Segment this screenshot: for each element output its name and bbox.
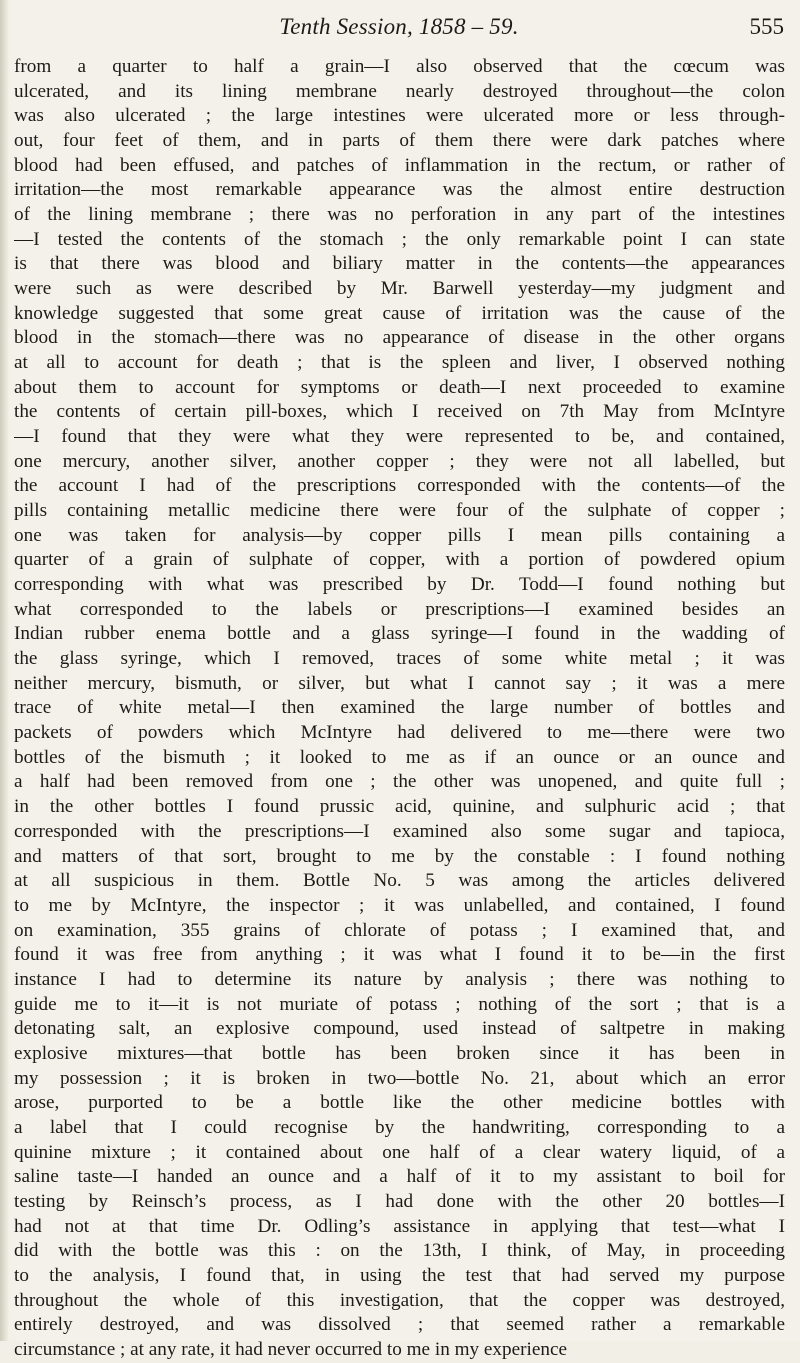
- text-line: instance I had to determine its nature by analysis ; there was nothing to: [14, 968, 785, 990]
- text-line: blood in the stomach—there was no appearance of disease in the other organs: [14, 327, 785, 349]
- text-line: guide me to it—it is not muriate of potass ; nothing of the sort ; that is a: [14, 993, 785, 1015]
- page-gutter-shadow: [0, 0, 9, 1341]
- text-line: one was taken for analysis—by copper pills I mean pills containing a: [14, 524, 785, 546]
- text-line: from a quarter to half a grain—I also observed that the cœcum was: [14, 56, 785, 77]
- text-line: corresponding with what was prescribed by Dr. Todd—I found nothing but: [14, 574, 785, 596]
- text-line: of the lining membrane ; there was no perforation in any part of the intestines: [14, 204, 785, 226]
- text-line: one mercury, another silver, another copper ; they were not all labelled, but: [14, 450, 785, 472]
- text-line: to the analysis, I found that, in using the test that had served my purpose: [14, 1264, 785, 1286]
- text-line: did with the bottle was this : on the 13th, I think, of May, in proceeding: [14, 1240, 785, 1262]
- text-line: explosive mixtures—that bottle has been broken since it has been in: [14, 1042, 785, 1064]
- text-line: out, four feet of them, and in parts of them there were dark patches where: [14, 130, 785, 152]
- text-line: had not at that time Dr. Odling’s assistance in applying that test—what I: [14, 1215, 785, 1237]
- text-line: the contents of certain pill-boxes, which I received on 7th May from McIntyre: [14, 401, 785, 423]
- text-line: is that there was blood and biliary matter in the contents—the appearances: [14, 253, 785, 275]
- text-line: and matters of that sort, brought to me by the constable : I found nothing: [14, 845, 785, 867]
- text-line: my possession ; it is broken in two—bottle No. 21, about which an error: [14, 1067, 785, 1089]
- text-line: —I found that they were what they were represented to be, and contained,: [14, 426, 785, 448]
- text-line: blood had been effused, and patches of inflammation in the rectum, or rather of: [14, 154, 785, 176]
- text-line: were such as were described by Mr. Barwell yesterday—my judgment and: [14, 278, 785, 300]
- page-header: [14, 14, 784, 44]
- text-line: irritation—the most remarkable appearance was the almost entire destruction: [14, 179, 785, 201]
- text-line: bottles of the bismuth ; it looked to me as if an ounce or an ounce and: [14, 746, 785, 768]
- text-line: to me by McIntyre, the inspector ; it was unlabelled, and contained, I found: [14, 894, 785, 916]
- text-line: quinine mixture ; it contained about one half of a clear watery liquid, of a: [14, 1141, 785, 1163]
- text-line: found it was free from anything ; it was what I found it to be—in the first: [14, 944, 785, 966]
- text-line: in the other bottles I found prussic acid, quinine, and sulphuric acid ; that: [14, 796, 785, 818]
- text-line: neither mercury, bismuth, or silver, but what I cannot say ; it was a mere: [14, 672, 785, 694]
- text-line: about them to account for symptoms or death—I next proceeded to examine: [14, 376, 785, 398]
- text-line: at all to account for death ; that is the spleen and liver, I observed nothing: [14, 352, 785, 374]
- text-line: at all suspicious in them. Bottle No. 5 was among the articles delivered: [14, 870, 785, 892]
- text-line: pills containing metallic medicine there were four of the sulphate of copper ;: [14, 500, 785, 522]
- text-line: throughout the whole of this investigation, that the copper was destroyed,: [14, 1289, 785, 1311]
- text-line: testing by Reinsch’s process, as I had done with the other 20 bottles—I: [14, 1190, 785, 1212]
- text-line: saline taste—I handed an ounce and a half of it to my assistant to boil for: [14, 1166, 785, 1188]
- text-line: Indian rubber enema bottle and a glass syringe—I found in the wadding of: [14, 623, 785, 645]
- text-line: packets of powders which McIntyre had delivered to me—there were two: [14, 722, 785, 744]
- text-line: ulcerated, and its lining membrane nearly destroyed throughout—the colon: [14, 80, 785, 102]
- text-line: circumstance ; at any rate, it had never occurred to me in my experience: [14, 1338, 567, 1360]
- text-line: was also ulcerated ; the large intestines were ulcerated more or less through-: [14, 105, 785, 127]
- text-line: knowledge suggested that some great cause of irritation was the cause of the: [14, 302, 785, 324]
- text-line: the glass syringe, which I removed, traces of some white metal ; it was: [14, 648, 785, 670]
- body-text: [14, 55, 785, 1363]
- text-line: what corresponded to the labels or prescriptions—I examined besides an: [14, 598, 785, 620]
- text-line: quarter of a grain of sulphate of copper, with a portion of powdered opium: [14, 549, 785, 571]
- text-line: detonating salt, an explosive compound, used instead of saltpetre in making: [14, 1018, 785, 1040]
- text-line: trace of white metal—I then examined the large number of bottles and: [14, 697, 785, 719]
- text-line: a label that I could recognise by the handwriting, corresponding to a: [14, 1116, 785, 1138]
- text-line: entirely destroyed, and was dissolved ; that seemed rather a remarkable: [14, 1314, 785, 1336]
- page-number: 555: [749, 14, 784, 39]
- text-line: on examination, 355 grains of chlorate of potass ; I examined that, and: [14, 919, 785, 941]
- text-line: corresponded with the prescriptions—I examined also some sugar and tapioca,: [14, 820, 785, 842]
- text-line: arose, purported to be a bottle like the other medicine bottles with: [14, 1092, 785, 1114]
- running-head: Tenth Session, 1858 – 59.: [279, 14, 519, 39]
- text-line: —I tested the contents of the stomach ; the only remarkable point I can state: [14, 228, 785, 250]
- text-line: the account I had of the prescriptions corresponded with the contents—of the: [14, 475, 785, 497]
- text-line: a half had been removed from one ; the other was unopened, and quite full ;: [14, 771, 785, 793]
